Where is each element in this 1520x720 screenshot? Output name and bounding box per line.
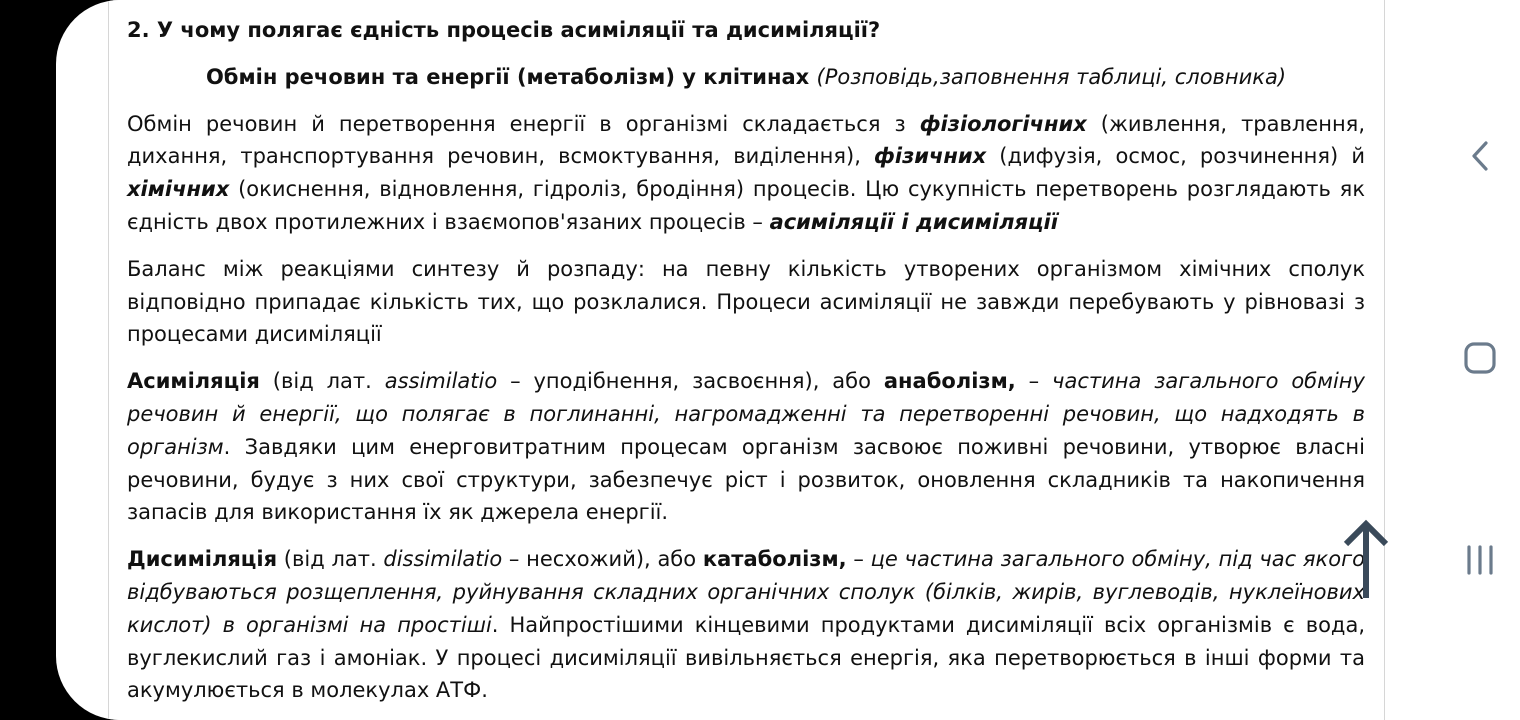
question-heading: 2. У чому полягає єдність процесів асиміляції та дисиміляції? xyxy=(127,18,881,42)
term-chemical: хімічних xyxy=(127,177,230,202)
arrow-up-icon[interactable] xyxy=(1340,518,1392,600)
text: – несхожий), або xyxy=(502,547,703,572)
term-assimilation-dissimilation: асиміляції і дисиміляції xyxy=(769,209,1058,234)
paragraph-assimilation xyxy=(127,365,1365,529)
three-bars-icon[interactable] xyxy=(1440,535,1520,585)
document-content xyxy=(127,14,1365,720)
section-title-main: Обмін речовин та енергії (метаболізм) у клітинах xyxy=(205,64,817,89)
text: . Найпростішими кінцевими продуктами дисиміляції всіх організмів є вода, вуглекислий газ і амоніак. У процесі дисиміляції вивільняється енергія, яка перетворюється в інші форми та акумулюється в молекулах АТФ. xyxy=(127,612,1365,703)
term-dissimilation: Дисиміляція xyxy=(127,547,278,572)
text: – xyxy=(846,547,871,572)
text: – уподібнення, засвоєння), або xyxy=(497,369,884,394)
term-physical: фізичних xyxy=(874,144,987,169)
section-title xyxy=(127,61,1365,94)
document-page[interactable] xyxy=(108,0,1385,720)
text: Обмін речовин й перетворення енергії в організмі складається з xyxy=(127,111,920,136)
text: (дифузія, осмос, розчинення) й xyxy=(986,144,1366,169)
rounded-square-icon[interactable] xyxy=(1440,333,1520,383)
text: (живлення, травлення, дихання, транспортування речовин, всмоктування, виділення), xyxy=(127,111,1365,169)
section-title-note: (Розповідь,заповнення таблиці, словника) xyxy=(816,64,1287,89)
latin-word: assimilatio xyxy=(384,369,498,394)
screen xyxy=(56,0,1520,720)
chevron-left-icon[interactable] xyxy=(1440,131,1520,181)
term-physiological: фізіологічних xyxy=(919,111,1087,136)
term-catabolism: катаболізм, xyxy=(702,547,847,572)
text: (окиснення, відновлення, гідроліз, бродіння) процесів. Цю сукупність перетворень розглядають як єдність двох протилежних і взаємопов'язаних процесів – xyxy=(127,177,1365,234)
text: (від лат. xyxy=(277,547,384,572)
definition: частина загального обміну речовин й енергії, що полягає в поглинанні, нагромадженні та перетворенні речовин, що надходять в організм xyxy=(127,369,1365,459)
text: (від лат. xyxy=(259,369,385,394)
term-anabolism: анаболізм, xyxy=(883,369,1016,394)
paragraph-dissimilation xyxy=(127,543,1365,707)
system-nav-bar xyxy=(1440,0,1520,720)
paragraph-balance: Баланс між реакціями синтезу й розпаду: на певну кількість утворених організмом хімічних сполук відповідно припадає кількість тих, що розклалися. Процеси асиміляції не завжди перебувають у рівновазі з процесами дисиміляції xyxy=(127,256,1365,347)
paragraph-metabolism xyxy=(127,108,1365,239)
definition: це частина загального обміну, під час якого відбуваються розщеплення, руйнування складних органічних сполук (білків, жирів, вуглеводів, нуклеїнових кислот) в організмі на простіші xyxy=(127,547,1365,637)
text: . Завдяки цим енерговитратним процесам організм засвоює поживні речовини, утворює власні речовини, будує з них свої структури, забезпечує ріст і розвиток, оновлення складників та накопичення запасів для використання їх як джерела енергії. xyxy=(127,434,1365,525)
term-assimilation: Асиміляція xyxy=(127,369,260,394)
text: – xyxy=(1015,369,1053,394)
latin-word: dissimilatio xyxy=(383,547,503,572)
